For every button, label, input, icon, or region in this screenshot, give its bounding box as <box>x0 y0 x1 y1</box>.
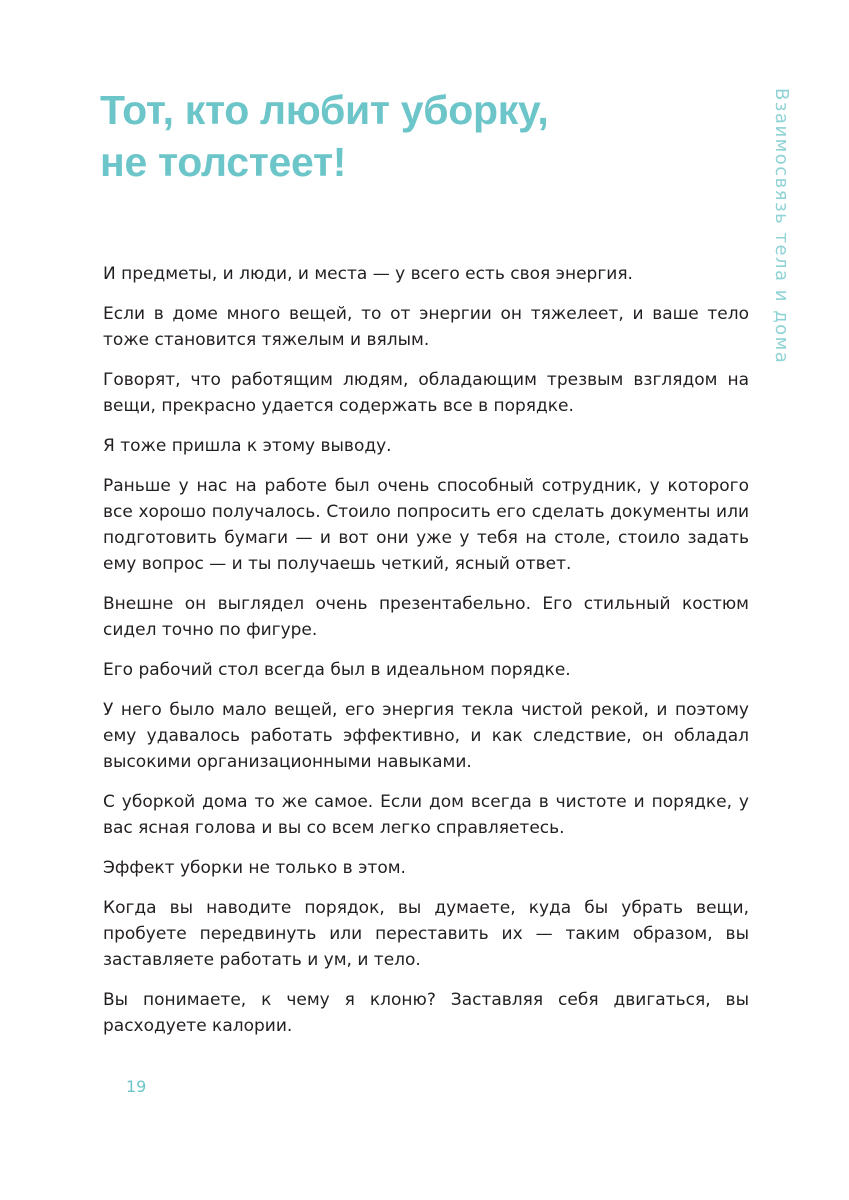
paragraph-6: Внешне он выглядел очень презентабельно. Его стильный костюм сидел точно по фигуре. <box>103 594 749 640</box>
paragraph-2: Если в доме много вещей, то от энергии он тяжелеет, и ваше тело тоже становится тяжелым и вялым. <box>103 304 749 350</box>
chapter-title-line-1: Тот, кто любит уборку, <box>100 87 549 133</box>
paragraph-5: Раньше у нас на работе был очень способный сотрудник, у которого все хорошо получалось. Стоило попросить его сделать документы или подготовить бумаги — и вот они уже у тебя на столе, стоило задать ему вопрос — и ты получаешь четкий, ясный ответ. <box>103 476 749 574</box>
paragraph-1: И предметы, и люди, и места — у всего есть своя энергия. <box>103 264 633 284</box>
paragraph-11: Когда вы наводите порядок, вы думаете, куда бы убрать вещи, пробуете передвинуть или переставить их — таким образом, вы заставляете работать и ум, и тело. <box>103 898 749 970</box>
paragraph-12: Вы понимаете, к чему я клоню? Заставляя себя двигаться, вы расходуете калории. <box>103 990 749 1036</box>
body-text <box>103 261 749 1053</box>
paragraph-3: Говорят, что работящим людям, обладающим трезвым взглядом на вещи, прекрасно удается содержать все в порядке. <box>103 370 749 416</box>
paragraph-7: Его рабочий стол всегда был в идеальном порядке. <box>103 660 571 680</box>
paragraph-8: У него было мало вещей, его энергия текла чистой рекой, и поэтому ему удавалось работать эффективно, и как следствие, он обладал высокими организационными навыками. <box>103 700 749 772</box>
paragraph-4: Я тоже пришла к этому выводу. <box>103 436 392 456</box>
section-side-label: Взаимосвязь тела и дома <box>771 88 792 365</box>
chapter-title-line-2: не толстеет! <box>100 139 347 185</box>
chapter-title <box>100 84 720 188</box>
paragraph-9: С уборкой дома то же самое. Если дом всегда в чистоте и порядке, у вас ясная голова и вы со всем легко справляетесь. <box>103 792 749 838</box>
page-number: 19 <box>126 1077 147 1096</box>
paragraph-10: Эффект уборки не только в этом. <box>103 858 406 878</box>
